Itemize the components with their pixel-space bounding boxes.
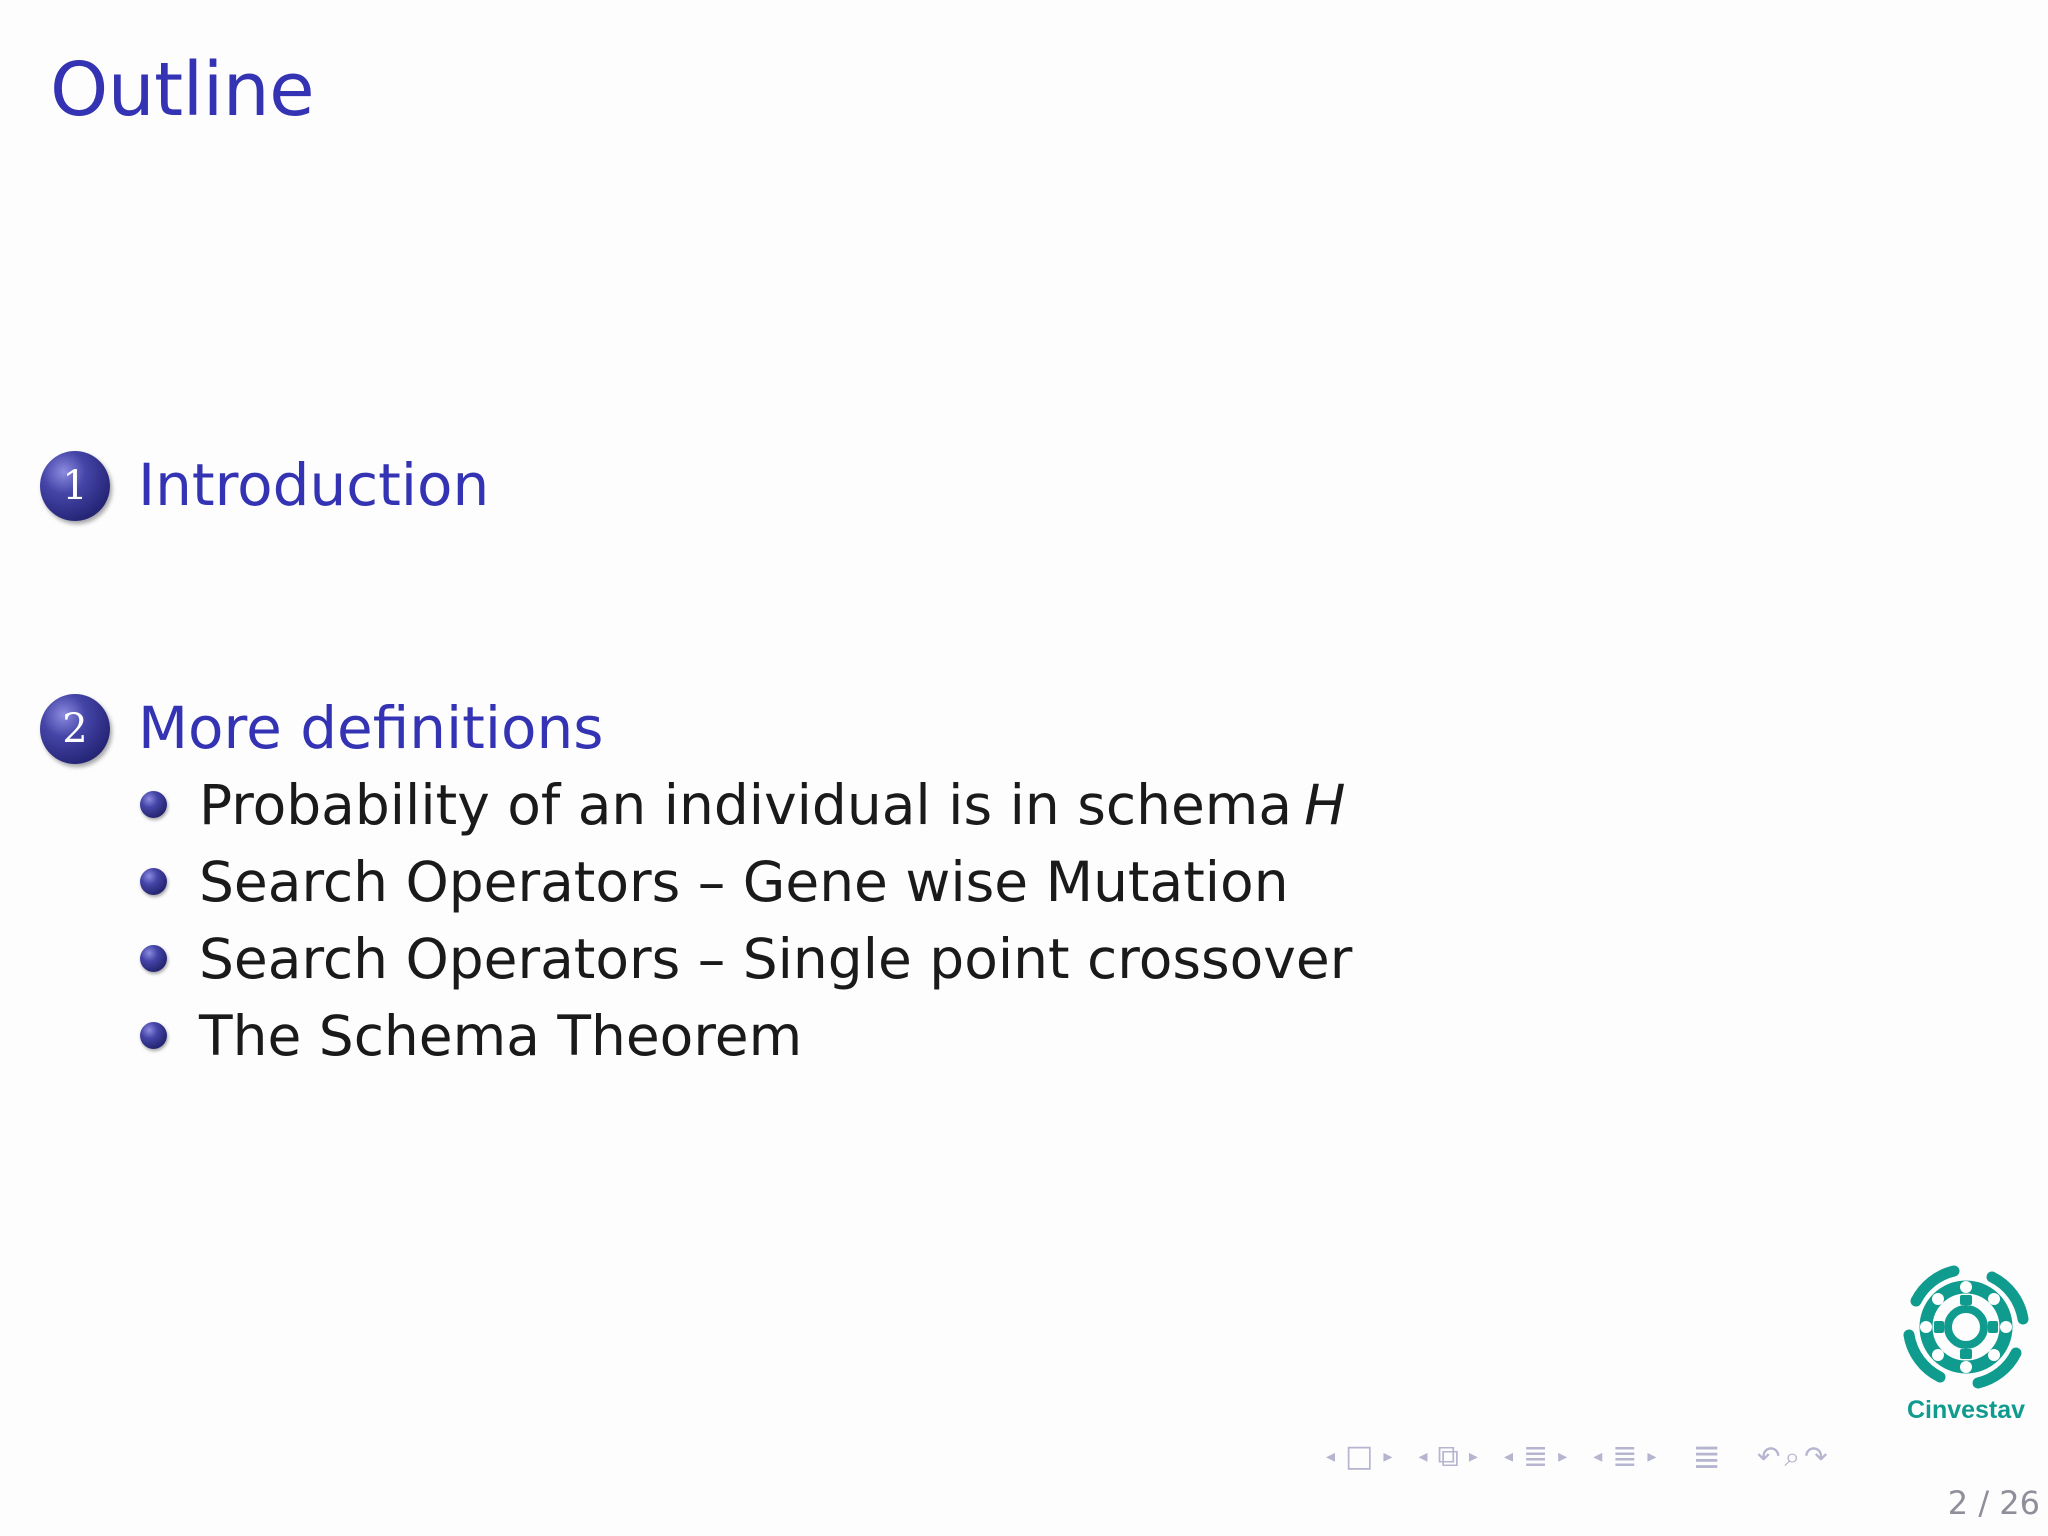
outline-section-more-definitions[interactable] — [40, 694, 603, 764]
prev-frame-arrow-icon[interactable]: ◂ — [1326, 1446, 1336, 1467]
outline-section-introduction[interactable] — [40, 451, 489, 521]
subsection-item-probability[interactable] — [140, 766, 1352, 843]
back-icon[interactable]: ↶ — [1756, 1440, 1781, 1473]
subsection-item-gene-wise-mutation[interactable] — [140, 843, 1352, 920]
subsection-label[interactable]: Search Operators – Single point crossover — [199, 926, 1353, 991]
subsection-label[interactable]: Probability of an individual is in schema H — [199, 772, 1346, 837]
subsection-label[interactable]: Search Operators – Gene wise Mutation — [199, 849, 1289, 914]
subsection-list — [140, 766, 1352, 1074]
search-icon[interactable]: ⌕ — [1784, 1440, 1801, 1473]
nav-tools — [1755, 1440, 1830, 1473]
next-subsection-arrow-icon[interactable]: ▸ — [1468, 1446, 1478, 1467]
cinvestav-logo — [1896, 1262, 2036, 1425]
next-document-arrow-icon[interactable]: ▸ — [1647, 1446, 1657, 1467]
subsection-navigation — [1412, 1439, 1484, 1474]
ball-bullet-icon — [140, 1022, 167, 1049]
subsection-icon[interactable]: ⧉ — [1437, 1439, 1459, 1474]
forward-icon[interactable]: ↷ — [1804, 1440, 1828, 1473]
prev-document-arrow-icon[interactable]: ◂ — [1593, 1446, 1603, 1467]
document-icon[interactable]: ≣ — [1612, 1439, 1638, 1474]
section-label-more-definitions[interactable]: More definitions — [138, 694, 604, 763]
section-navigation — [1498, 1439, 1573, 1474]
align-icon[interactable]: ≣ — [1692, 1437, 1721, 1477]
ball-bullet-icon — [140, 791, 167, 818]
beamer-navigation-bar — [1320, 1437, 1830, 1477]
frame-title: Outline — [50, 47, 315, 133]
math-variable-h: H — [1304, 772, 1346, 837]
subsection-item-single-point-crossover[interactable] — [140, 920, 1352, 997]
section-label-introduction[interactable]: Introduction — [138, 451, 490, 520]
frame-icon[interactable]: □ — [1345, 1439, 1374, 1474]
logo-text: Cinvestav — [1906, 1396, 2026, 1424]
section-number-ball: 1 — [40, 451, 110, 521]
subsection-label[interactable]: The Schema Theorem — [199, 1003, 803, 1068]
subsection-item-schema-theorem[interactable] — [140, 997, 1352, 1074]
cinvestav-emblem-icon — [1900, 1262, 2032, 1392]
next-section-arrow-icon[interactable]: ▸ — [1558, 1446, 1568, 1467]
ball-bullet-icon — [140, 945, 167, 972]
frame-navigation — [1320, 1439, 1398, 1474]
ball-bullet-icon — [140, 868, 167, 895]
page-number: 2 / 26 — [1947, 1484, 2040, 1522]
prev-section-arrow-icon[interactable]: ◂ — [1503, 1446, 1514, 1467]
section-icon[interactable]: ≣ — [1523, 1439, 1549, 1474]
prev-subsection-arrow-icon[interactable]: ◂ — [1418, 1446, 1428, 1467]
section-number-ball: 2 — [40, 694, 110, 764]
next-frame-arrow-icon[interactable]: ▸ — [1383, 1446, 1393, 1467]
document-navigation — [1587, 1439, 1662, 1474]
